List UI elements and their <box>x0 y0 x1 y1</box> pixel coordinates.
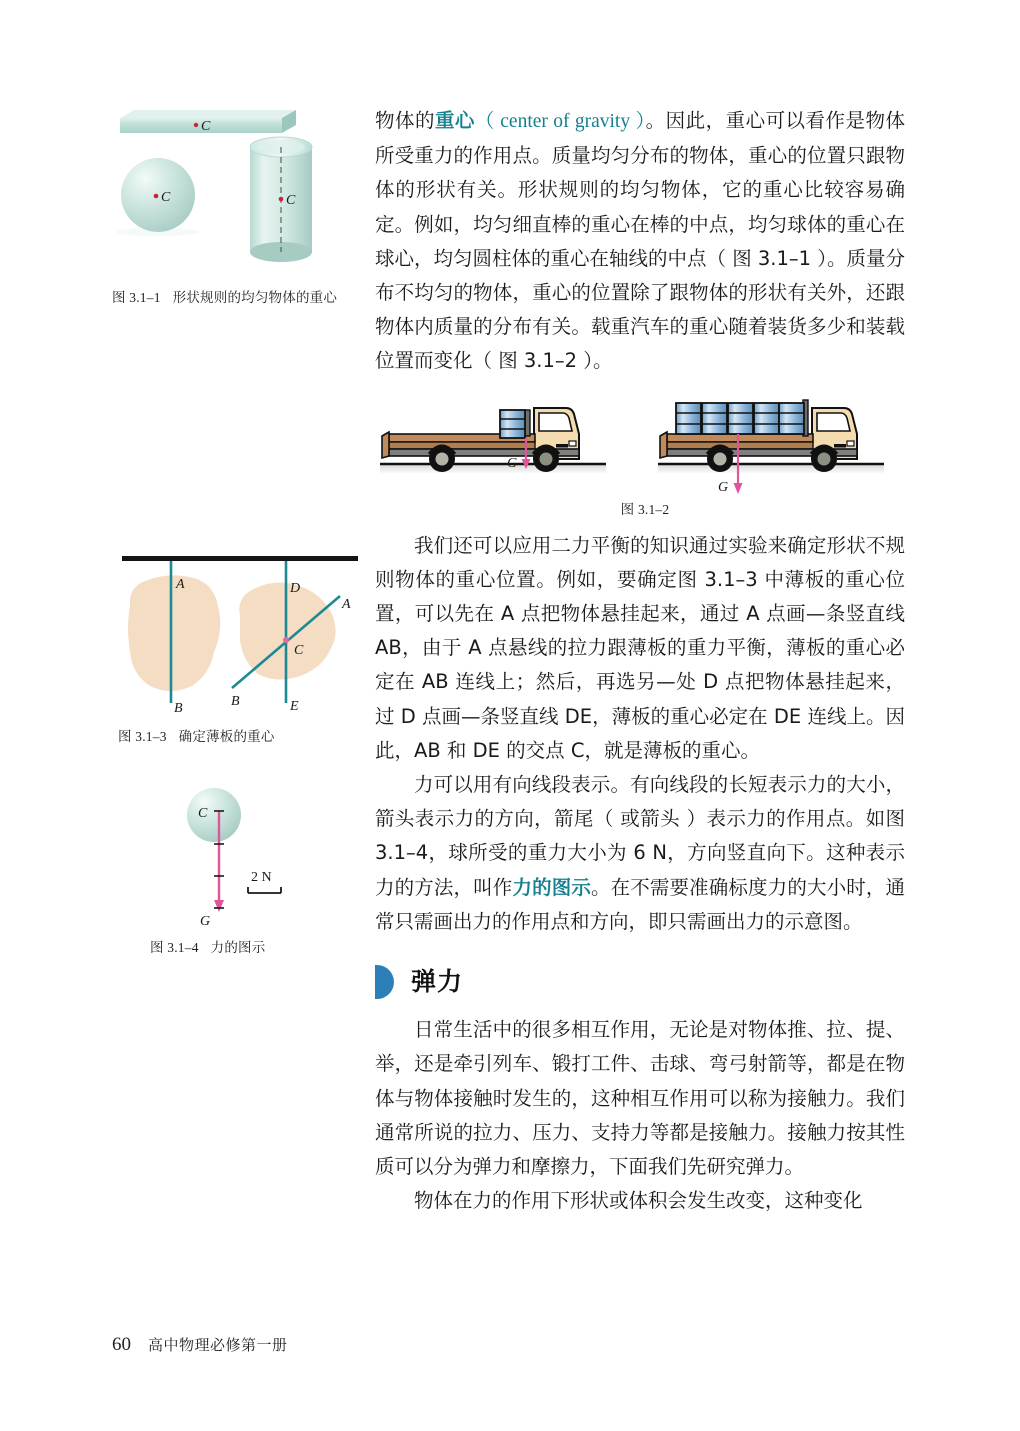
paragraph-contact-force: 日常生活中的很多相互作用，无论是对物体推、拉、提、举，还是牵引列车、锻打工件、击球、弯弓射箭等，都是在物体与物体接触时发生的，这种相互作用可以称为接触力。我们通常所说的拉力、压力、支持力等都是接触力。接触力按其性质可以分为弹力和摩擦力，下面我们先研究弹力。 <box>375 1018 905 1179</box>
para3-before: 力可以用有向线段表示。有向线段的长短表示力的大小，箭头表示力的方向，箭尾（ 或箭头 ）表示力的作用点。如图 3.1–4，球所受的重力大小为 6 N，方向竖直向下。这种表示力的方法，叫作 <box>375 773 905 899</box>
paragraph-deformation: 物体在力的作用下形状或体积会发生改变，这种变化 <box>414 1189 863 1213</box>
scale-bar <box>248 870 281 893</box>
paragraph-find-centroid: 我们还可以应用二力平衡的知识通过实验来确定形状不规则物体的重心位置。例如，要确定图 3.1–3 中薄板的重心位置，可以先在 A 点把物体悬挂起来，通过 A 点画—条竖直线 AB，由于 A 点悬线的拉力跟薄板的重力平衡，薄板的重心必定在 AB 连线上；然后，再选另—处 D 点把物体悬挂起来，过 D 点画—条竖直线 DE，薄板的重心必定在 DE 连线上。因此，AB 和 DE 的交点 C，就是薄板的重心。 <box>375 533 905 762</box>
figure-3-1-4-artwork <box>150 788 360 933</box>
support-bar <box>122 556 358 561</box>
figure-3-1-2-number: 图 3.1–2 <box>620 502 670 517</box>
ball-shape <box>187 788 241 842</box>
fig314-label-g: G <box>200 914 211 929</box>
figure-3-1-3-text: 确定薄板的重心 <box>178 729 275 745</box>
book-title: 高中物理必修第一册 <box>148 1336 288 1354</box>
fig313-label-a2: A <box>342 597 351 612</box>
figure-3-1-4-caption <box>150 938 362 959</box>
figure-3-1-3-number: 图 3.1–3 <box>118 729 167 744</box>
fig311-sphere-label: C <box>161 190 171 205</box>
fig312-left-force-label: G <box>507 456 518 471</box>
paragraph-center-of-gravity <box>375 104 905 379</box>
section-heading-elastic-force <box>375 965 905 999</box>
term-center-of-gravity: 重心 <box>434 109 475 132</box>
figure-3-1-1-number: 图 3.1–1 <box>112 290 161 305</box>
plate-right <box>239 582 335 679</box>
section-title: 弹力 <box>411 967 464 997</box>
center-of-gravity-dot <box>283 637 289 643</box>
fig311-cylinder-label: C <box>286 193 296 208</box>
para1-rest: 。因此，重心可以看作是物体所受重力的作用点。质量均匀分布的物体，重心的位置只跟物体的形状有关。形状规则的均匀物体，它的重心比较容易确定。例如，均匀细直棒的重心在棒的中点，均匀球体的重心在球心，均匀圆柱体的重心在轴线的中点（ 图 3.1–1 ）。质量分布不均匀的物体，重心的位置除了跟物体的形状有关外，还跟物体内质量的分布有关。载重汽车的重心随着装货多少和装载位置而变化（ 图 3.1–2 ）。 <box>375 109 906 373</box>
fig314-scale-label: 2 N <box>251 870 272 885</box>
figure-3-1-3-caption <box>118 727 368 748</box>
fig313-label-c: C <box>294 643 304 658</box>
figure-3-1-4-number: 图 3.1–4 <box>150 940 199 955</box>
sphere-shape <box>116 158 200 236</box>
fig312-right-force-label: G <box>718 480 729 495</box>
term-center-of-gravity-en: （ center of gravity ） <box>474 111 646 132</box>
fig313-label-a: A <box>176 577 185 592</box>
figure-3-1-1-text: 形状规则的均匀物体的重心 <box>172 290 338 306</box>
body-text-column <box>375 104 905 1218</box>
page-number: 60 <box>112 1334 131 1355</box>
figure-3-1-1-artwork <box>112 100 362 280</box>
fig313-label-b2: B <box>231 694 240 709</box>
fig313-label-e: E <box>290 699 299 714</box>
center-of-gravity-dot <box>154 194 159 199</box>
figure-3-1-1-caption <box>112 288 364 309</box>
page-footer <box>112 1334 288 1356</box>
term-force-diagram: 力的图示 <box>512 875 591 899</box>
center-of-gravity-dot <box>194 123 198 127</box>
fig313-label-d: D <box>290 581 301 596</box>
figure-3-1-3-artwork <box>118 548 366 718</box>
center-of-gravity-dot <box>279 197 284 202</box>
cylinder-shape <box>250 137 312 262</box>
paragraph-force-diagram <box>375 768 905 939</box>
para1-lead: 物体的 <box>375 109 435 132</box>
fig313-label-b: B <box>174 701 183 716</box>
figure-3-1-4-text: 力的图示 <box>210 940 266 956</box>
plate-left <box>128 575 220 691</box>
section-marker-icon <box>375 965 394 999</box>
fig314-label-c: C <box>198 806 208 821</box>
fig311-rod-label: C <box>201 119 211 134</box>
para3-after: 。在不需要准确标度力的大小时，通常只需画出力的作用点和方向，即只需画出力的示意图。 <box>375 875 905 933</box>
rod-shape <box>120 110 296 134</box>
